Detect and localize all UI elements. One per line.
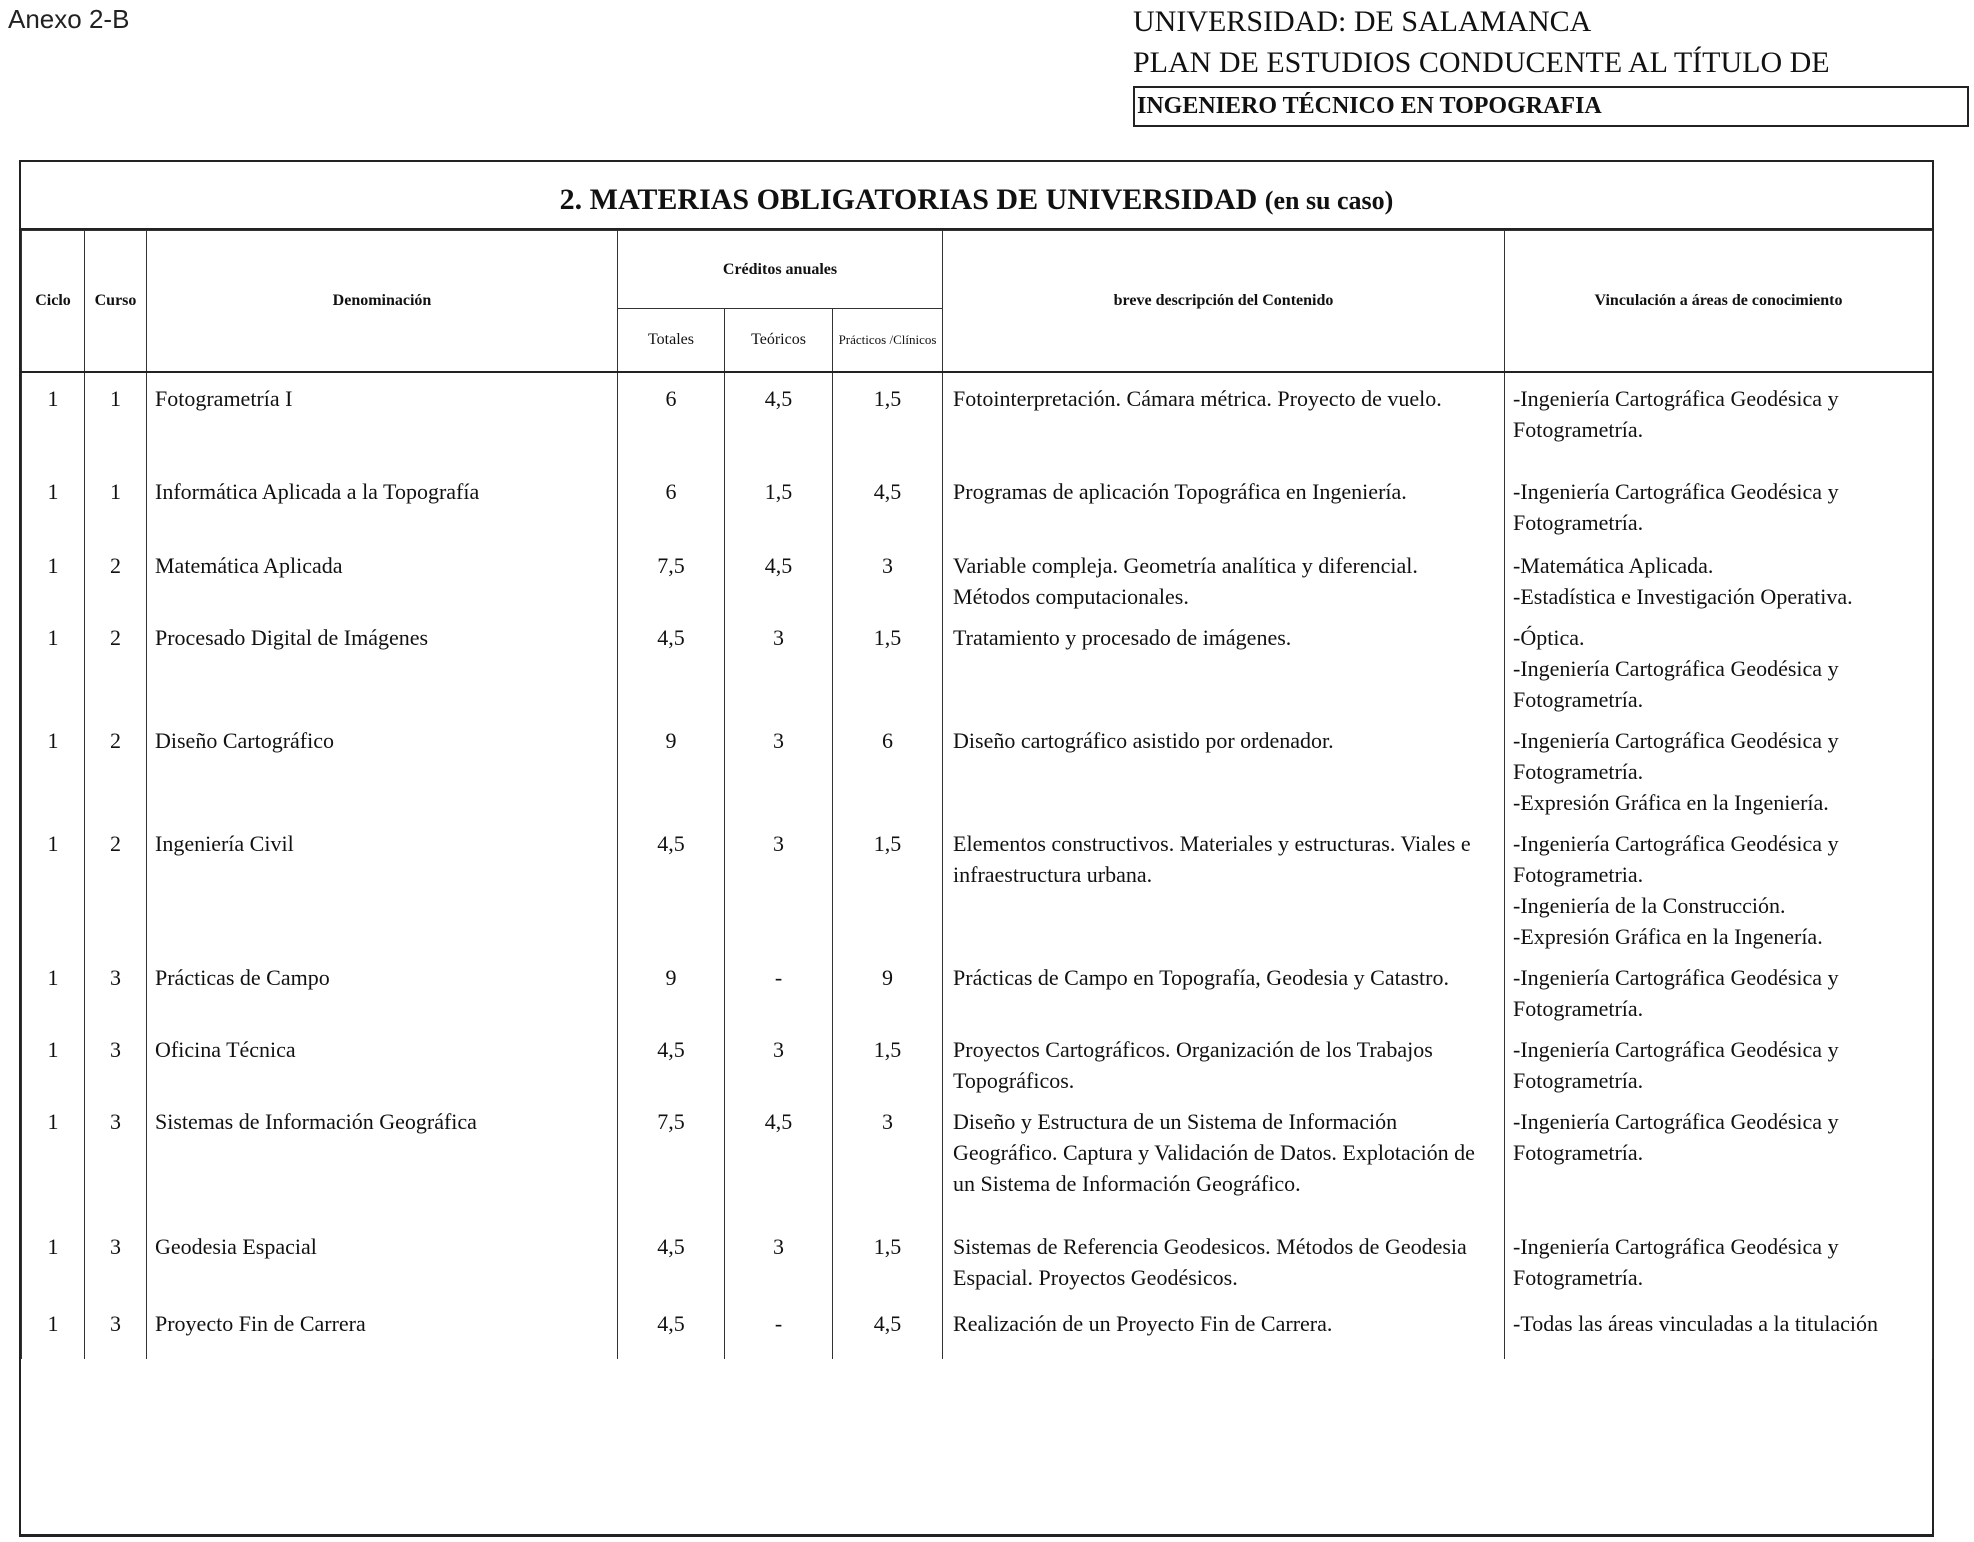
cell-totales: 9	[618, 715, 725, 818]
cell-teoricos: 4,5	[725, 540, 833, 612]
cell-teoricos: 3	[725, 612, 833, 715]
table-row	[22, 1096, 1933, 1221]
area-item: -Ingeniería Cartográfica Geodésica y Fotogrametria.	[1513, 831, 1839, 887]
cell-denominacion: Procesado Digital de Imágenes	[147, 612, 618, 715]
cell-curso: 3	[85, 1096, 147, 1221]
cell-curso: 2	[85, 818, 147, 952]
area-item: -Todas las áreas vinculadas a la titulación	[1513, 1311, 1879, 1336]
cell-descripcion: Elementos constructivos. Materiales y estructuras. Viales e infraestructura urbana.	[943, 818, 1505, 952]
table-row	[22, 372, 1933, 466]
area-item: -Ingeniería Cartográfica Geodésica y Fotogrametría.	[1513, 728, 1839, 784]
subjects-sheet	[19, 160, 1934, 1537]
cell-practicos: 4,5	[833, 1298, 943, 1359]
area-item: -Ingeniería Cartográfica Geodésica y Fotogrametría.	[1513, 479, 1839, 535]
cell-vinculacion	[1505, 372, 1933, 466]
cell-denominacion: Proyecto Fin de Carrera	[147, 1298, 618, 1359]
cell-ciclo: 1	[22, 818, 85, 952]
cell-vinculacion	[1505, 1024, 1933, 1096]
cell-teoricos: -	[725, 952, 833, 1024]
area-item: -Ingeniería Cartográfica Geodésica y Fotogrametría.	[1513, 656, 1839, 712]
cell-descripcion: Proyectos Cartográficos. Organización de los Trabajos Topográficos.	[943, 1024, 1505, 1096]
university-header	[1133, 4, 1969, 127]
cell-totales: 9	[618, 952, 725, 1024]
header-denominacion: Denominación	[147, 231, 618, 373]
cell-vinculacion	[1505, 818, 1933, 952]
cell-descripcion: Realización de un Proyecto Fin de Carrera.	[943, 1298, 1505, 1359]
table-row	[22, 1024, 1933, 1096]
cell-vinculacion	[1505, 715, 1933, 818]
annex-label: Anexo 2-B	[8, 4, 130, 34]
area-item: -Matemática Aplicada.	[1513, 553, 1714, 578]
cell-descripcion: Prácticas de Campo en Topografía, Geodesia y Catastro.	[943, 952, 1505, 1024]
cell-denominacion: Prácticas de Campo	[147, 952, 618, 1024]
cell-totales: 4,5	[618, 1221, 725, 1298]
area-item: -Expresión Gráfica en la Ingeniería.	[1513, 790, 1829, 815]
cell-curso: 2	[85, 715, 147, 818]
cell-vinculacion	[1505, 952, 1933, 1024]
cell-totales: 4,5	[618, 1298, 725, 1359]
cell-teoricos: 1,5	[725, 466, 833, 540]
area-item: -Ingeniería Cartográfica Geodésica y Fotogrametría.	[1513, 386, 1839, 442]
table-row	[22, 818, 1933, 952]
cell-teoricos: 3	[725, 715, 833, 818]
cell-curso: 3	[85, 952, 147, 1024]
degree-title-box: INGENIERO TÉCNICO EN TOPOGRAFIA	[1133, 86, 1969, 127]
cell-curso: 2	[85, 612, 147, 715]
cell-teoricos: 4,5	[725, 1096, 833, 1221]
header-practicos: Prácticos /Clínicos	[833, 309, 943, 373]
cell-ciclo: 1	[22, 372, 85, 466]
cell-curso: 3	[85, 1298, 147, 1359]
cell-practicos: 3	[833, 1096, 943, 1221]
cell-curso: 1	[85, 466, 147, 540]
cell-descripcion: Programas de aplicación Topográfica en Ingeniería.	[943, 466, 1505, 540]
cell-descripcion: Sistemas de Referencia Geodesicos. Métodos de Geodesia Espacial. Proyectos Geodésicos.	[943, 1221, 1505, 1298]
subjects-table-body	[22, 372, 1933, 1359]
cell-totales: 4,5	[618, 1024, 725, 1096]
cell-practicos: 1,5	[833, 372, 943, 466]
section-title-main: 2. MATERIAS OBLIGATORIAS DE UNIVERSIDAD	[559, 183, 1258, 216]
header-totales: Totales	[618, 309, 725, 373]
area-item: -Ingeniería Cartográfica Geodésica y Fotogrametría.	[1513, 965, 1839, 1021]
cell-practicos: 6	[833, 715, 943, 818]
area-item: -Ingeniería de la Construcción.	[1513, 893, 1786, 918]
cell-descripcion: Fotointerpretación. Cámara métrica. Proyecto de vuelo.	[943, 372, 1505, 466]
cell-practicos: 9	[833, 952, 943, 1024]
cell-descripcion: Diseño y Estructura de un Sistema de Información Geográfico. Captura y Validación de Datos. Explotación de un Sistema de Información Geográfico.	[943, 1096, 1505, 1221]
cell-ciclo: 1	[22, 466, 85, 540]
cell-ciclo: 1	[22, 1298, 85, 1359]
cell-ciclo: 1	[22, 952, 85, 1024]
table-row	[22, 540, 1933, 612]
table-row	[22, 1298, 1933, 1359]
cell-denominacion: Informática Aplicada a la Topografía	[147, 466, 618, 540]
cell-descripcion: Variable compleja. Geometría analítica y diferencial. Métodos computacionales.	[943, 540, 1505, 612]
cell-practicos: 1,5	[833, 818, 943, 952]
cell-totales: 6	[618, 372, 725, 466]
cell-practicos: 1,5	[833, 1221, 943, 1298]
cell-practicos: 4,5	[833, 466, 943, 540]
section-title-suffix: (en su caso)	[1264, 186, 1394, 215]
cell-teoricos: -	[725, 1298, 833, 1359]
header-creditos: Créditos anuales	[618, 231, 943, 309]
cell-vinculacion	[1505, 1298, 1933, 1359]
cell-practicos: 1,5	[833, 1024, 943, 1096]
cell-teoricos: 3	[725, 1024, 833, 1096]
table-row	[22, 466, 1933, 540]
cell-denominacion: Diseño Cartográfico	[147, 715, 618, 818]
cell-vinculacion	[1505, 540, 1933, 612]
header-ciclo: Ciclo	[22, 231, 85, 373]
table-row	[22, 612, 1933, 715]
cell-totales: 7,5	[618, 1096, 725, 1221]
cell-vinculacion	[1505, 1096, 1933, 1221]
cell-ciclo: 1	[22, 1221, 85, 1298]
cell-curso: 3	[85, 1221, 147, 1298]
cell-ciclo: 1	[22, 612, 85, 715]
area-item: -Ingeniería Cartográfica Geodésica y Fotogrametría.	[1513, 1109, 1839, 1165]
cell-vinculacion	[1505, 1221, 1933, 1298]
cell-curso: 2	[85, 540, 147, 612]
area-item: -Ingeniería Cartográfica Geodésica y Fotogrametría.	[1513, 1037, 1839, 1093]
cell-ciclo: 1	[22, 540, 85, 612]
header-curso: Curso	[85, 231, 147, 373]
table-row	[22, 715, 1933, 818]
cell-totales: 7,5	[618, 540, 725, 612]
cell-denominacion: Geodesia Espacial	[147, 1221, 618, 1298]
cell-practicos: 3	[833, 540, 943, 612]
area-item: -Óptica.	[1513, 625, 1585, 650]
table-row	[22, 952, 1933, 1024]
area-item: -Estadística e Investigación Operativa.	[1513, 584, 1853, 609]
header-descripcion: breve descripción del Contenido	[943, 231, 1505, 373]
cell-denominacion: Matemática Aplicada	[147, 540, 618, 612]
area-item: -Ingeniería Cartográfica Geodésica y Fotogrametría.	[1513, 1234, 1839, 1290]
cell-descripcion: Diseño cartográfico asistido por ordenador.	[943, 715, 1505, 818]
cell-denominacion: Fotogrametría I	[147, 372, 618, 466]
header-vinculacion: Vinculación a áreas de conocimiento	[1505, 231, 1933, 373]
area-item: -Expresión Gráfica en la Ingenería.	[1513, 924, 1823, 949]
cell-curso: 1	[85, 372, 147, 466]
cell-ciclo: 1	[22, 1024, 85, 1096]
table-row	[22, 1221, 1933, 1298]
cell-denominacion: Oficina Técnica	[147, 1024, 618, 1096]
section-title	[21, 162, 1932, 230]
cell-practicos: 1,5	[833, 612, 943, 715]
cell-totales: 4,5	[618, 612, 725, 715]
header-teoricos: Teóricos	[725, 309, 833, 373]
cell-ciclo: 1	[22, 715, 85, 818]
cell-teoricos: 4,5	[725, 372, 833, 466]
plan-title: PLAN DE ESTUDIOS CONDUCENTE AL TÍTULO DE	[1133, 46, 1830, 79]
cell-ciclo: 1	[22, 1096, 85, 1221]
subjects-table	[21, 230, 1933, 1359]
cell-vinculacion	[1505, 466, 1933, 540]
cell-curso: 3	[85, 1024, 147, 1096]
cell-teoricos: 3	[725, 818, 833, 952]
cell-teoricos: 3	[725, 1221, 833, 1298]
cell-vinculacion	[1505, 612, 1933, 715]
cell-totales: 6	[618, 466, 725, 540]
cell-totales: 4,5	[618, 818, 725, 952]
cell-descripcion: Tratamiento y procesado de imágenes.	[943, 612, 1505, 715]
cell-denominacion: Sistemas de Información Geográfica	[147, 1096, 618, 1221]
cell-denominacion: Ingeniería Civil	[147, 818, 618, 952]
university-name: UNIVERSIDAD: DE SALAMANCA	[1133, 5, 1592, 38]
